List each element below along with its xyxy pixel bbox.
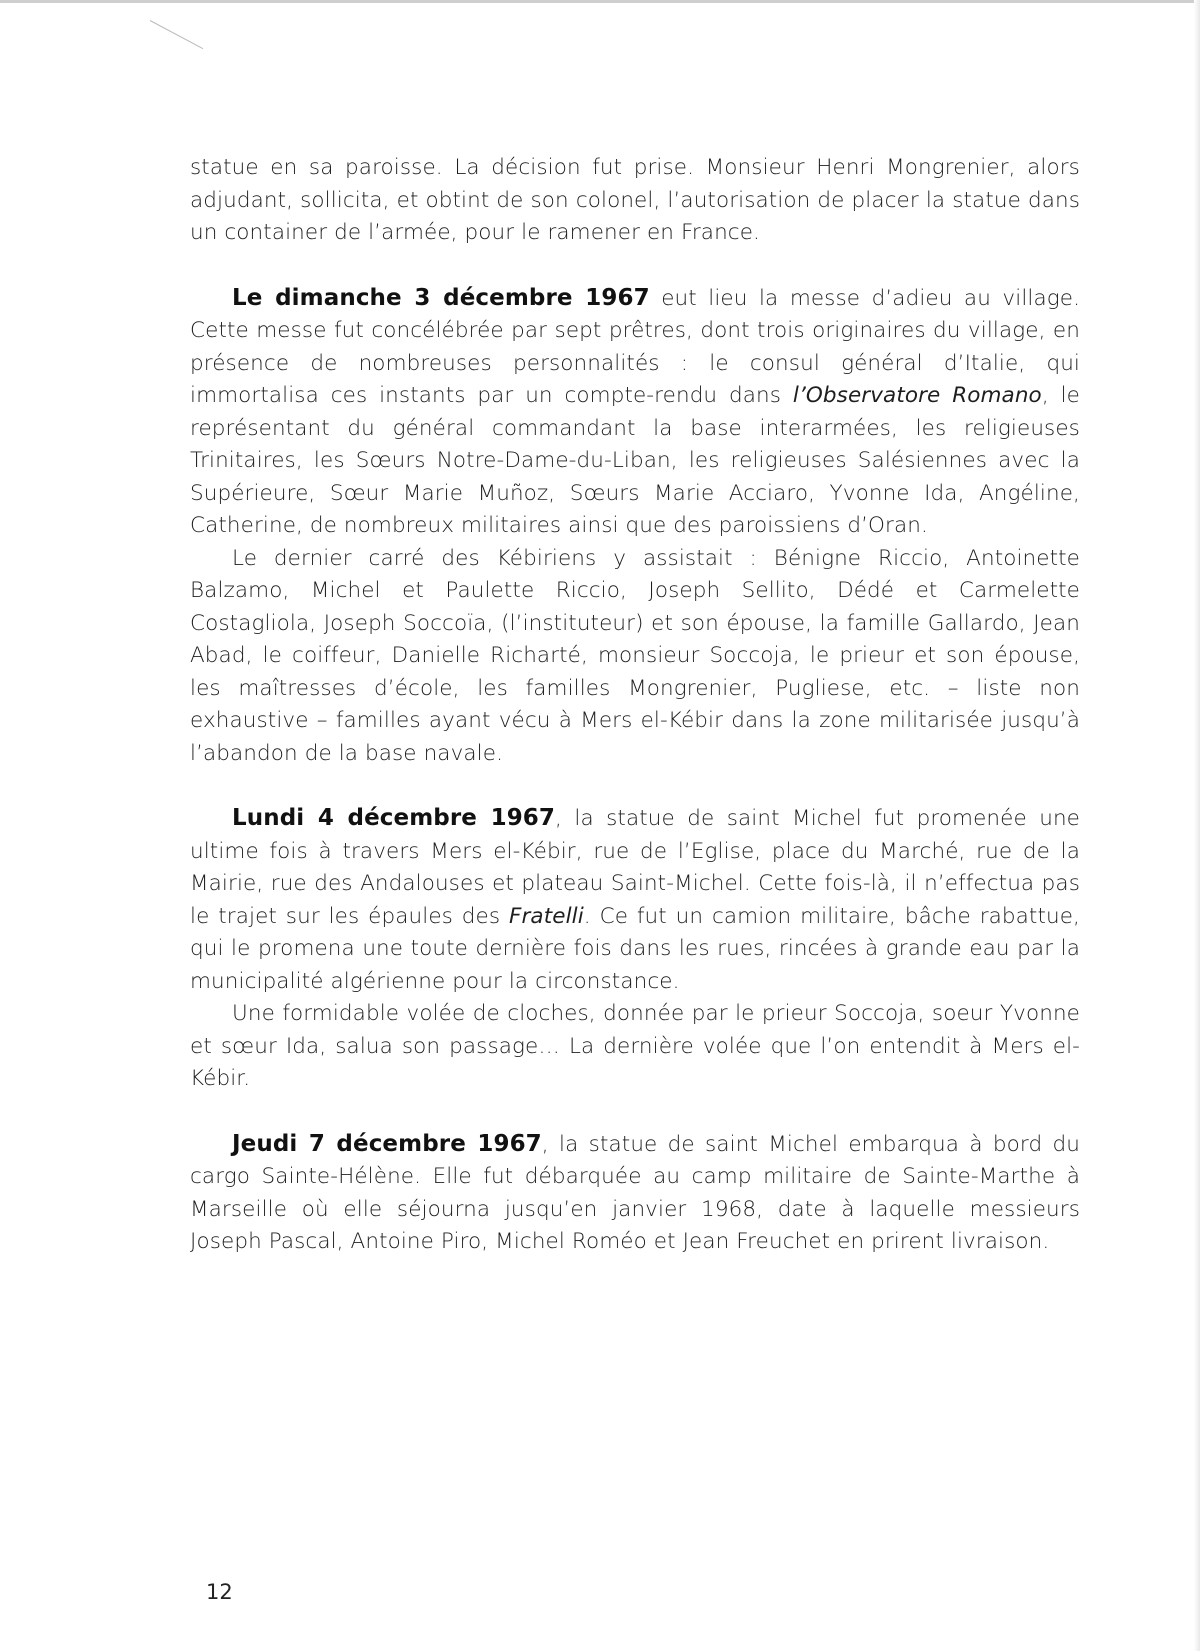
body-text <box>190 152 1080 1259</box>
paragraph-2-text-b: , le représentant du général commandant la base interarmées, les religieuses Trinitaires, les Sœurs Notre-Dame-du-Liban, les religieuses Salésiennes avec la Supérieure, Sœur Marie Muñoz, Sœurs Marie Acciaro, Yvonne Ida, Angéline, Catherine, de nombreux militaires ainsi que des paroissiens d’Oran. <box>190 383 1080 538</box>
paragraph-2 <box>190 282 1080 543</box>
paragraph-4-text-a: , la statue de saint Michel fut promenée une ultime fois à travers Mers el-Kébir, rue de l’Eglise, place du Marché, rue de la Mairie, rue des Andalouses et plateau Saint-Michel. Cette fois-là, il n’effectua pas le trajet sur les épaules des <box>190 806 1080 929</box>
paragraph-2-newspaper-title: l’Observatore Romano <box>792 383 1042 408</box>
page-right-edge <box>1194 0 1200 1651</box>
page-top-edge <box>0 0 1200 3</box>
page-number: 12 <box>206 1580 233 1604</box>
paragraph-5 <box>190 998 1080 1096</box>
paragraph-6-text: , la statue de saint Michel embarqua à bord du cargo Sainte-Hélène. Elle fut débarquée au camp militaire de Sainte-Marthe à Marseille où elle séjourna jusqu’en janvier 1968, date à laquelle messieurs Joseph Pascal, Antoine Piro, Michel Roméo et Jean Freuchet en prirent livraison. <box>190 1131 1080 1254</box>
scan-mark <box>150 20 203 49</box>
paragraph-4-date-heading: Lundi 4 décembre 1967 <box>232 805 556 831</box>
paragraph-3-text: Le dernier carré des Kébiriens y assistait : Bénigne Riccio, Antoinette Balzamo, Michel et Paulette Riccio, Joseph Sellito, Dédé et Carmelette Costagliola, Joseph Soccoïa, (l’instituteur) et son épouse, la famille Gallardo, Jean Abad, le coiffeur, Danielle Richarté, monsieur Soccoja, le prieur et son épouse, les maîtresses d’école, les familles Mongrenier, Pugliese, etc. – liste non exhaustive – familles ayant vécu à Mers el-Kébir dans la zone militarisée jusqu’à l’abandon de la base navale. <box>190 545 1080 766</box>
paragraph-4-italic-term: Fratelli <box>509 903 584 929</box>
paragraph-4-text-b: . Ce fut un camion militaire, bâche rabattue, qui le promena une toute dernière fois dans les rues, rincées à grande eau par la municipalité algérienne pour la circonstance. <box>190 903 1080 994</box>
paragraph-6 <box>190 1128 1080 1259</box>
paragraph-3 <box>190 543 1080 771</box>
paragraph-5-text: Une formidable volée de cloches, donnée par le prieur Soccoja, soeur Yvonne et sœur Ida, salua son passage… La dernière volée que l’on entendit à Mers el-Kébir. <box>190 1001 1080 1091</box>
paragraph-2-text-a: eut lieu la messe d’adieu au village. Cette messe fut concélébrée par sept prêtres, dont trois originaires du village, en présence de nombreuses personnalités : le consul général d’Italie, qui immortalisa ces instants par un compte-rendu dans <box>190 285 1081 408</box>
paragraph-6-date-heading: Jeudi 7 décembre 1967 <box>232 1130 542 1157</box>
paragraph-1-text: statue en sa paroisse. La décision fut prise. Monsieur Henri Mongrenier, alors adjudant, sollicita, et obtint de son colonel, l’autorisation de placer la statue dans un container de l’armée, pour le ramener en France. <box>190 155 1080 245</box>
paragraph-2-date-heading: Le dimanche 3 décembre 1967 <box>232 284 650 311</box>
paragraph-4 <box>190 802 1080 998</box>
paragraph-1 <box>190 152 1080 250</box>
